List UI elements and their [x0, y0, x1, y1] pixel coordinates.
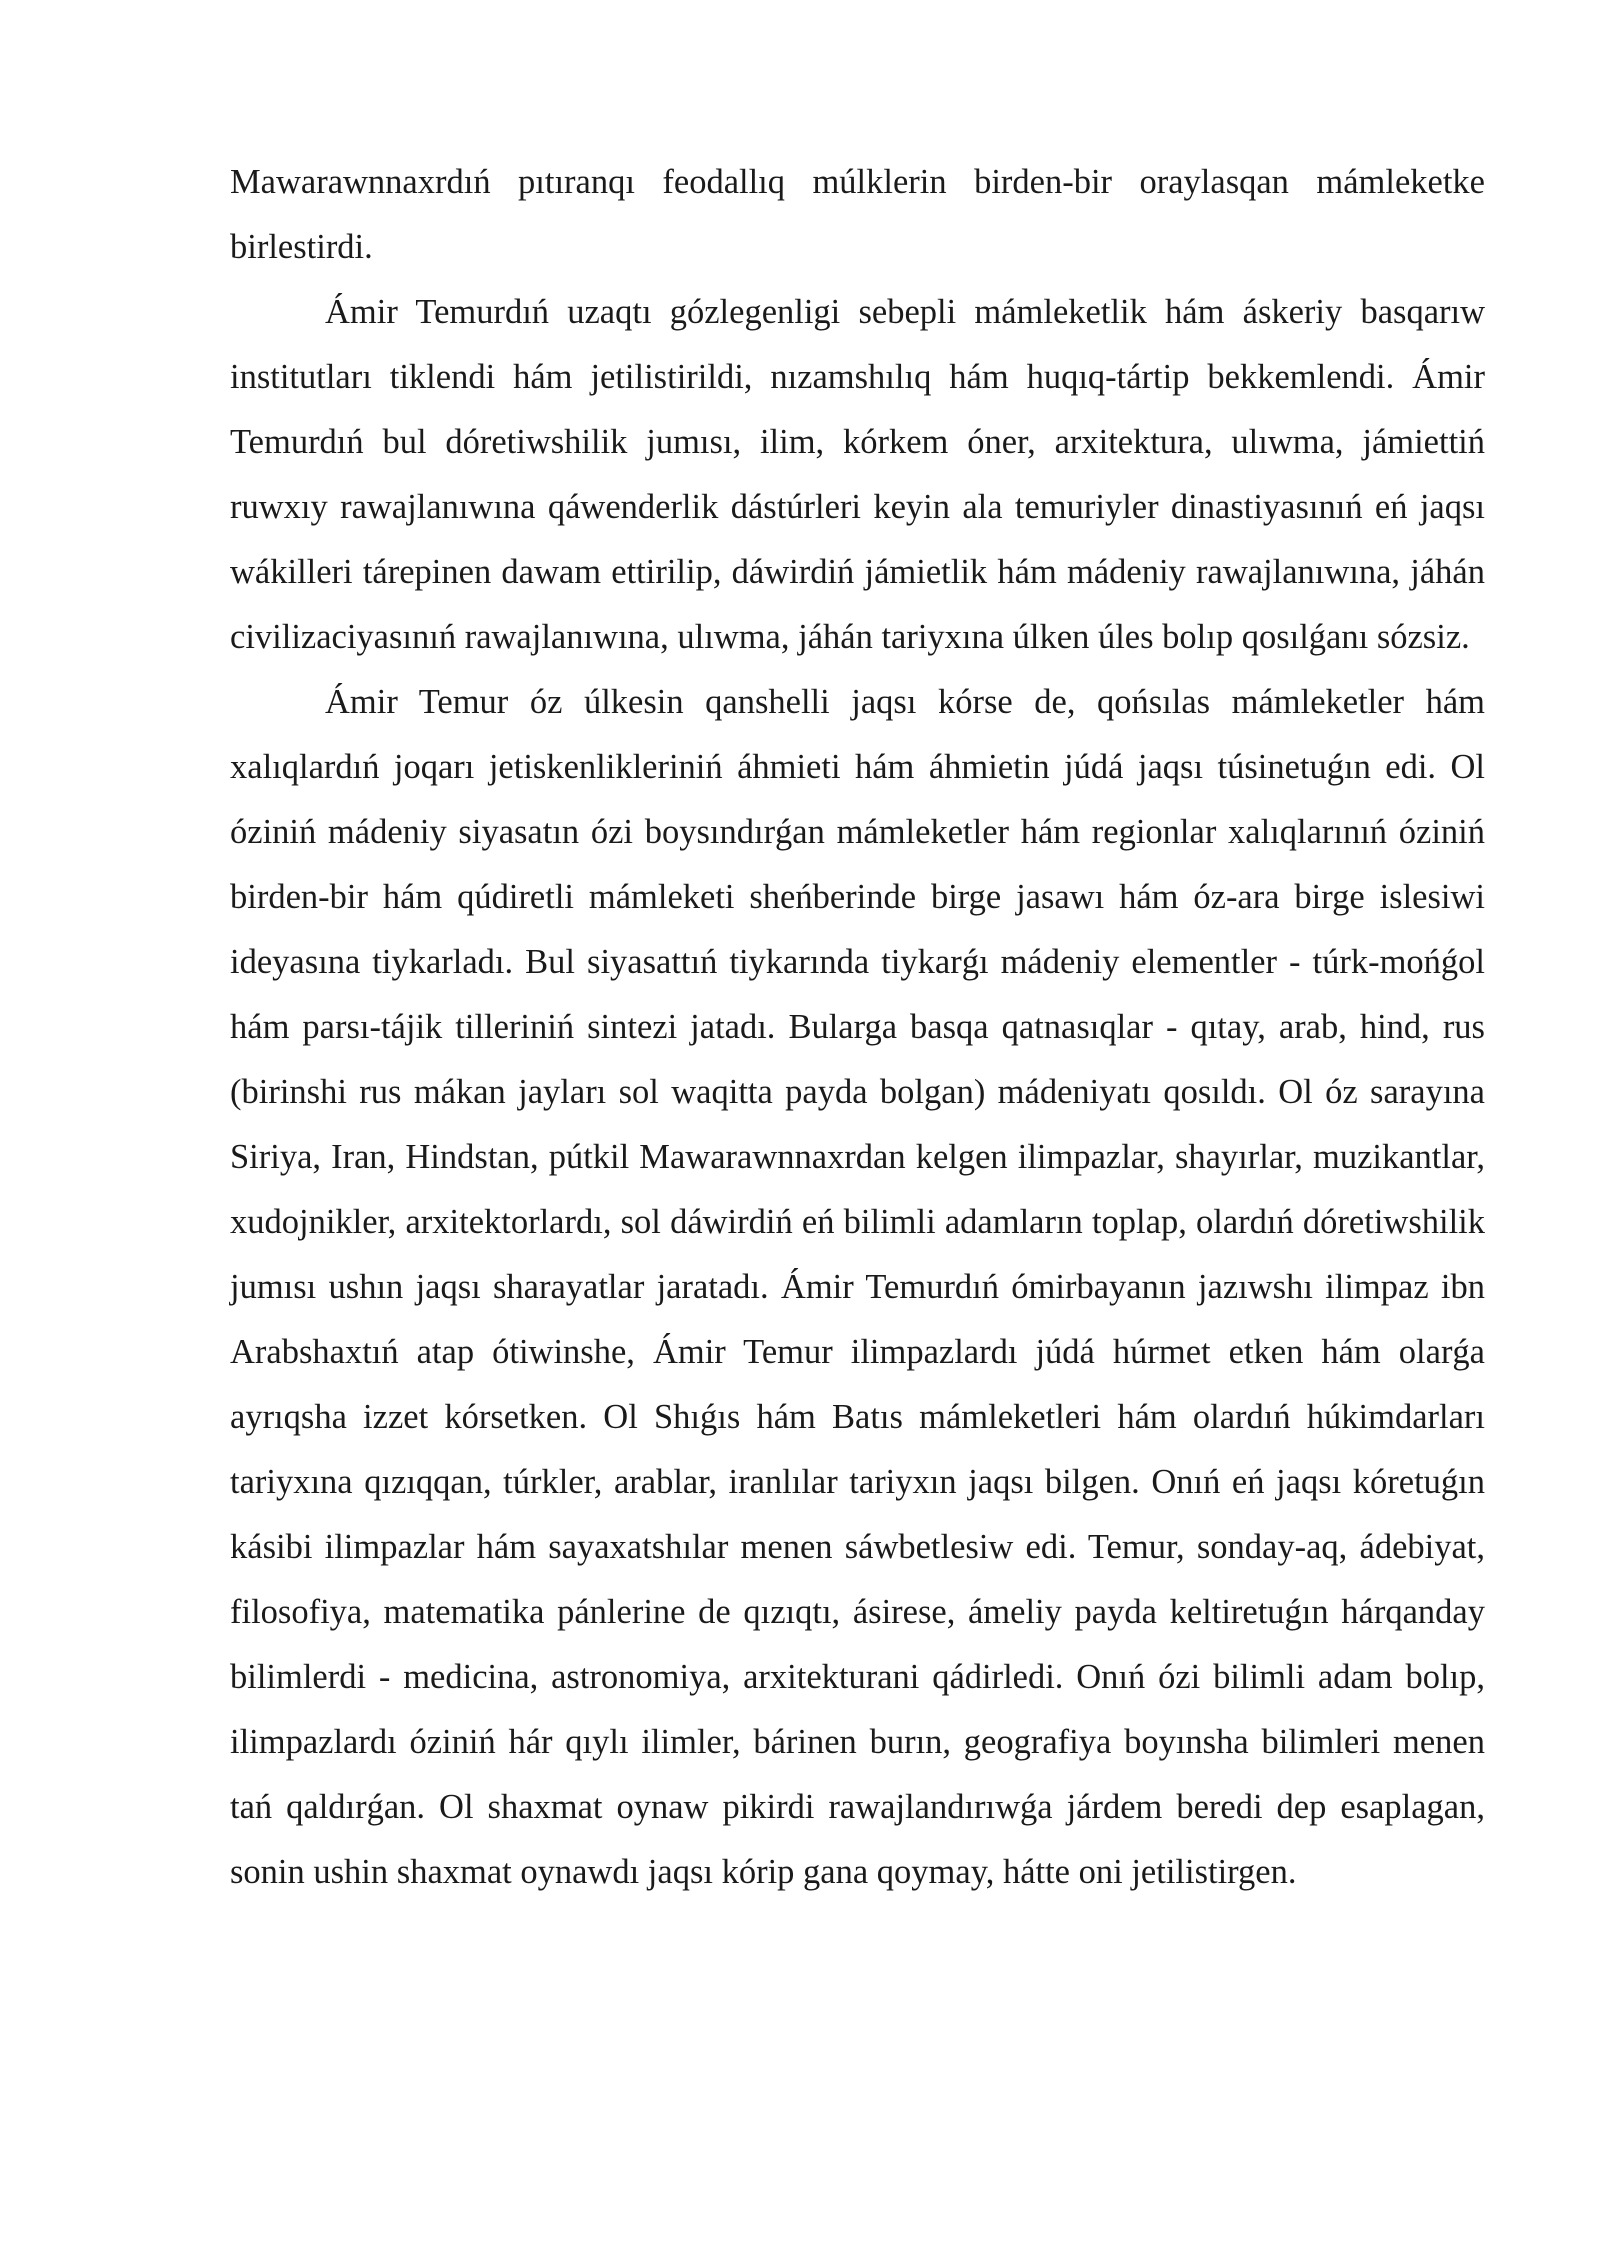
paragraph-continuation: Mawarawnnaxrdıń pıtıranqı feodallıq múlklerin birden-bir oraylasqan mámleketke birlestirdi. [230, 163, 1485, 266]
paragraph-temur-governance: Ámir Temurdıń uzaqtı gózlegenligi sebepli mámleketlik hám áskeriy basqarıw institutları tiklendi hám jetilistirildi, nızamshılıq hám huqıq-tártip bekkemlendi. Ámir Temurdıń bul dóretiwshilik jumısı, ilim, kórkem óner, arxitektura, ulıwma, jámiettiń ruwxıy rawajlanıwına qáwenderlik dástúrleri keyin ala temuriyler dinastiyasınıń eń jaqsı wákilleri tárepinen dawam ettirilip, dáwirdiń jámietlik hám mádeniy rawajlanıwına, jáhán civilizaciyasınıń rawajlanıwına, ulıwma, jáhán tariyxına úlken úles bolıp qosılǵanı sózsiz. [230, 293, 1485, 656]
paragraph-temur-culture: Ámir Temur óz úlkesin qanshelli jaqsı kórse de, qońsılas mámleketler hám xalıqlardıń joqarı jetiskenlikleriniń áhmieti hám áhmietin júdá jaqsı túsinetuǵın edi. Ol óziniń mádeniy siyasatın ózi boysındırǵan mámleketler hám regionlar xalıqlarınıń óziniń birden-bir hám qúdiretli mámleketi sheńberinde birge jasawı hám óz-ara birge islesiwi ideyasına tiykarladı. Bul siyasattıń tiykarında tiykarǵı mádeniy elementler - túrk-mońǵol hám parsı-tájik tilleriniń sintezi jatadı. Bularga basqa qatnasıqlar - qıtay, arab, hind, rus (birinshi rus mákan jayları sol waqitta payda bolgan) mádeniyatı qosıldı. Ol óz sarayına Siriya, Iran, Hindstan, pútkil Mawarawnnaxrdan kelgen ilimpazlar, shayırlar, muzikantlar, xudojnikler, arxitektorlardı, sol dáwirdiń eń bilimli adamların toplap, olardıń dóretiwshilik jumısı ushın jaqsı sharayatlar jaratadı. Ámir Temurdıń ómirbayanın jazıwshı ilimpaz ibn Arabshaxtıń atap ótiwinshe, Ámir Temur ilimpazlardı júdá húrmet etken hám olarǵa ayrıqsha izzet kórsetken. Ol Shıǵıs hám Batıs mámleketleri hám olardıń húkimdarları tariyxına qızıqqan, túrkler, arablar, iranlılar tariyxın jaqsı bilgen. Onıń eń jaqsı kóretuǵın kásibi ilimpazlar hám sayaxatshılar menen sáwbetlesiw edi. Temur, sonday-aq, ádebiyat, filosofiya, matematika pánlerine de qızıqtı, ásirese, ámeliy payda keltiretuǵın hárqanday bilimlerdi - medicina, astronomiya, arxitekturani qádirledi. Onıń ózi bilimli adam bolıp, ilimpazlardı óziniń hár qıylı ilimler, bárinen burın, geografiya boyınsha bilimleri menen tań qaldırǵan. Ol shaxmat oynaw pikirdi rawajlandırıwǵa járdem beredi dep esaplagan, sonin ushin shaxmat oynawdı jaqsı kórip gana qoymay, hátte oni jetilistirgen. [230, 683, 1485, 1891]
document-body [230, 150, 1485, 1905]
